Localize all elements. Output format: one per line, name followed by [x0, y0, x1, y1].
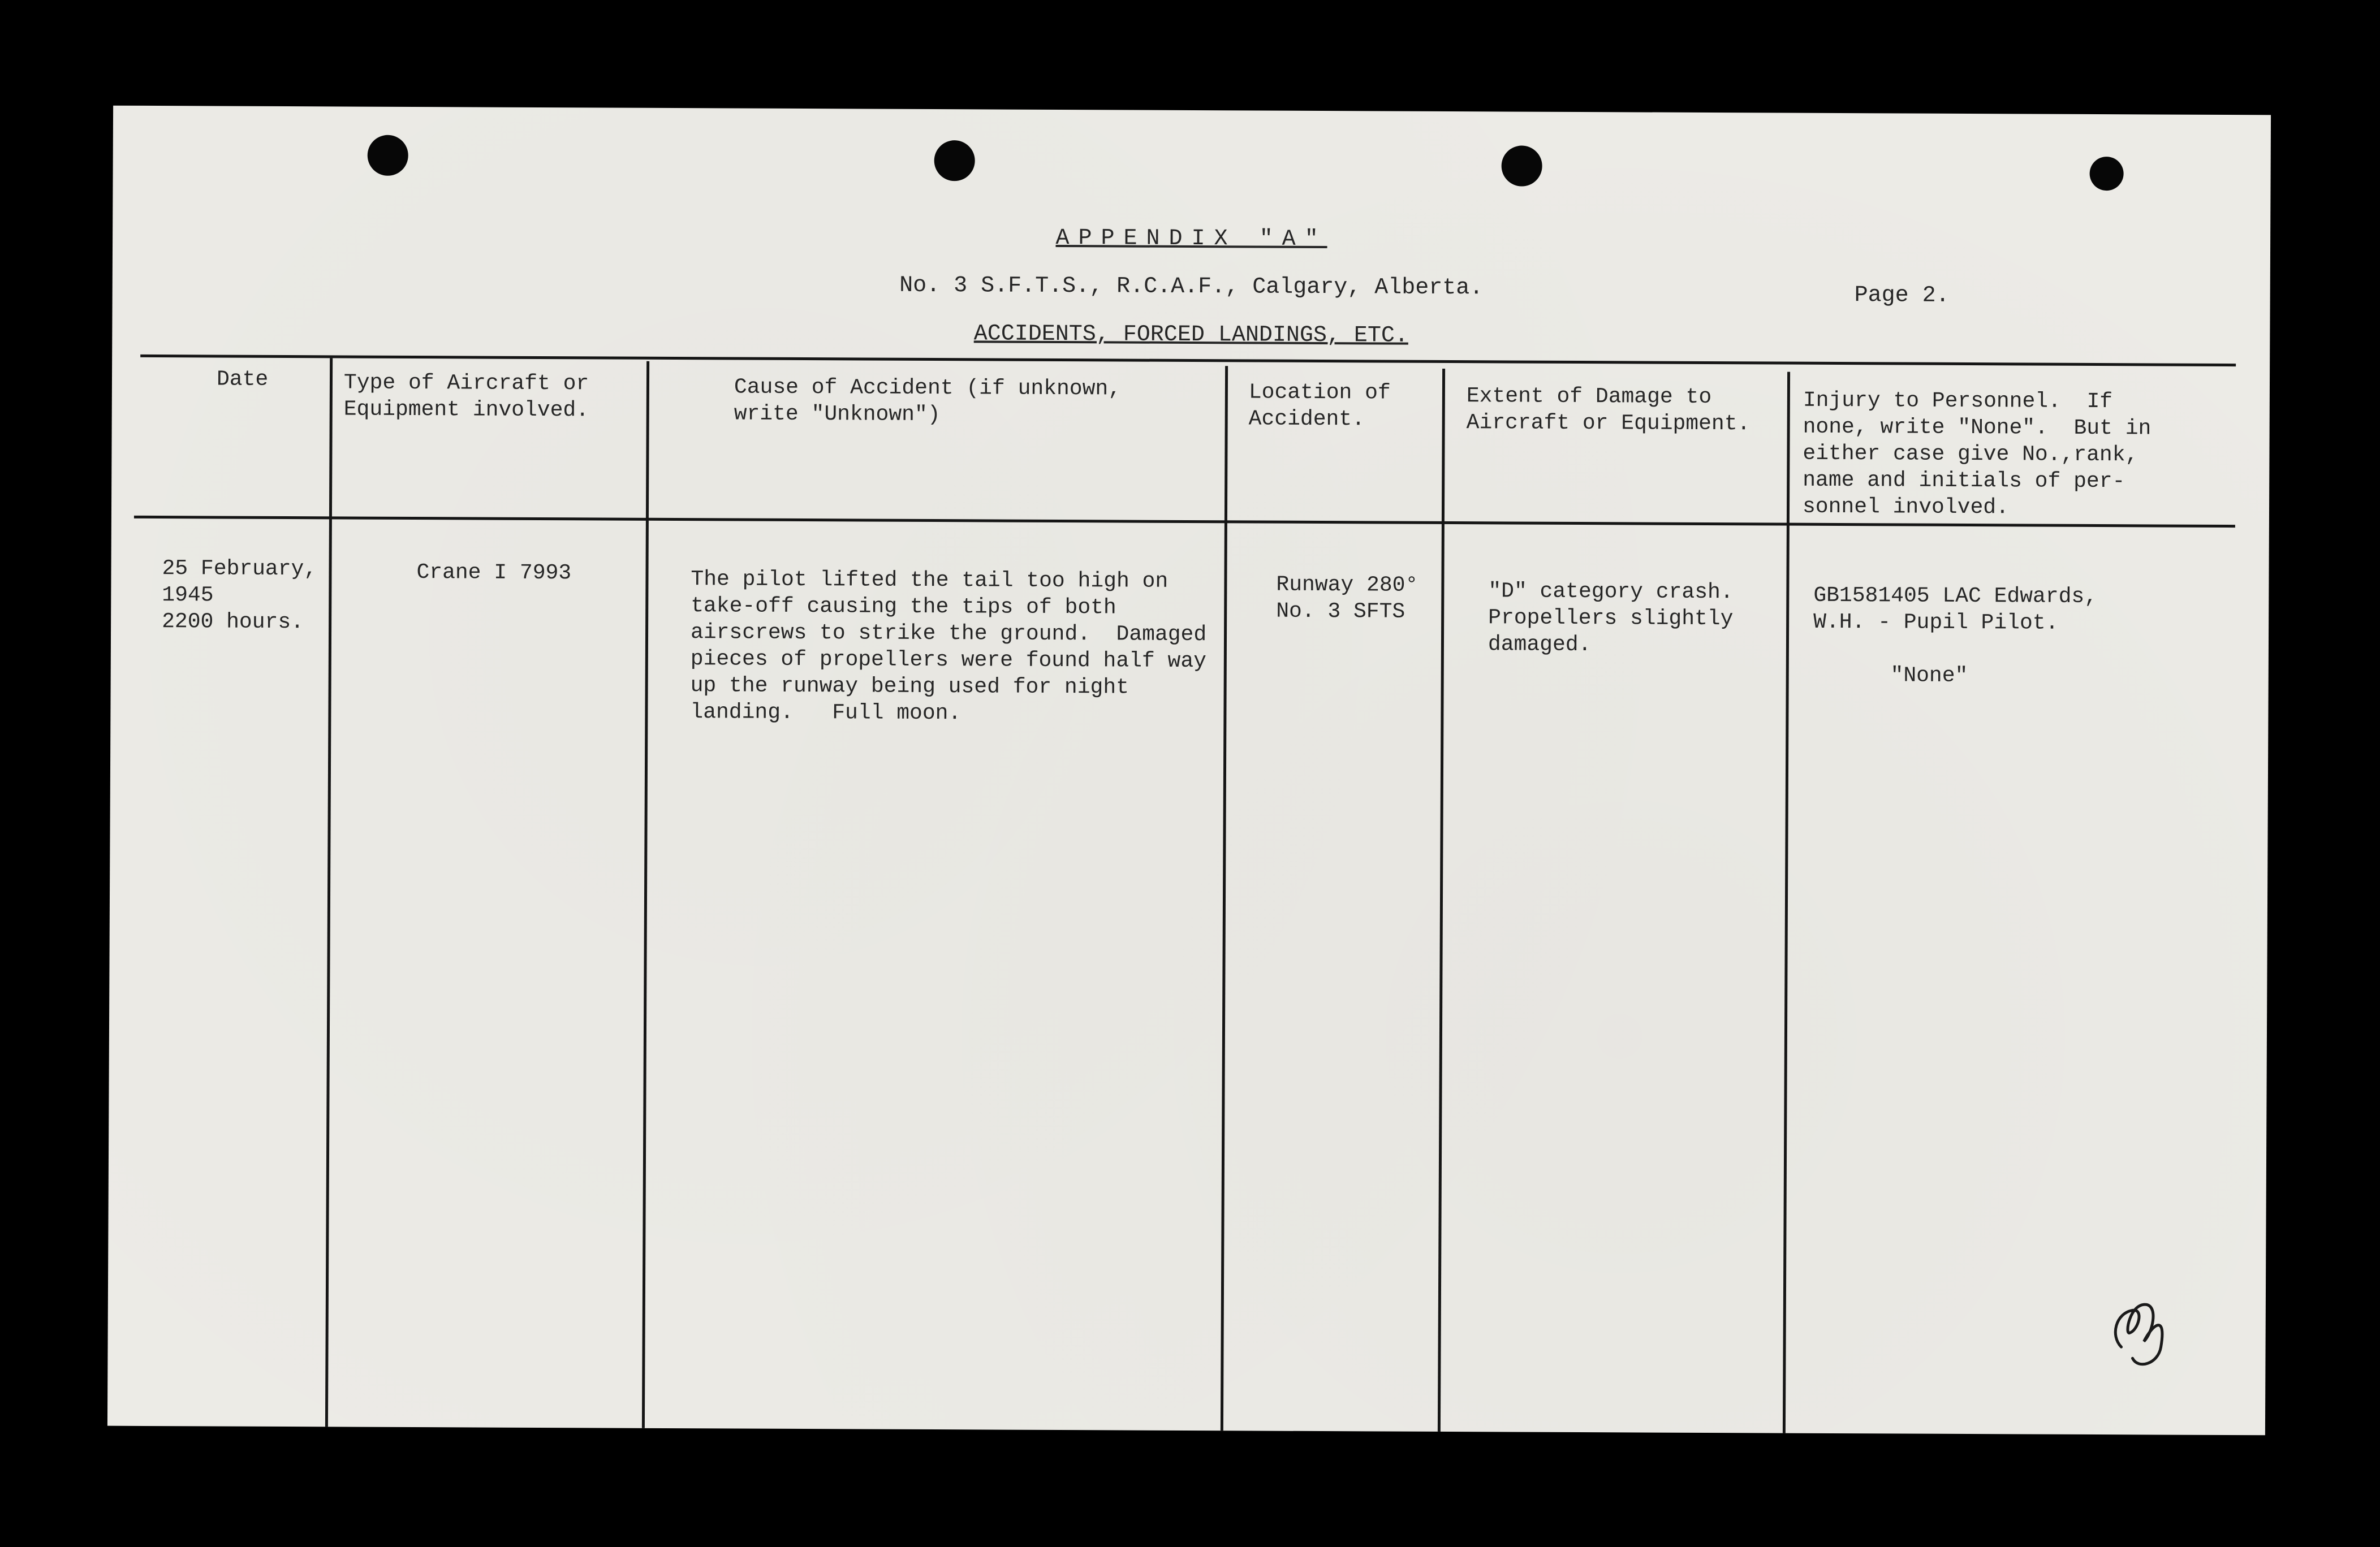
cell-aircraft: Crane I 7993	[416, 560, 572, 586]
punch-hole	[934, 140, 975, 181]
header-damage: Extent of Damage to Aircraft or Equipment.	[1466, 384, 1750, 437]
page-number: Page 2.	[1854, 283, 1950, 309]
header-injury: Injury to Personnel. If none, write "None". But in either case give No.,rank, name and initials of per- sonnel involved.	[1802, 388, 2152, 520]
header-aircraft-type: Type of Aircraft or Equipment involved.	[343, 370, 589, 423]
cell-location: Runway 280° No. 3 SFTS	[1276, 572, 1418, 624]
handwritten-initials	[2098, 1279, 2189, 1376]
document-page	[107, 106, 2271, 1436]
column-divider	[1438, 369, 1445, 1432]
punch-hole	[368, 135, 408, 176]
column-divider	[1783, 372, 1790, 1433]
header-date: Date	[216, 367, 269, 392]
table-top-rule	[140, 355, 2236, 366]
section-title: ACCIDENTS, FORCED LANDINGS, ETC.	[973, 321, 1409, 349]
column-divider	[1221, 366, 1228, 1431]
cell-injury: GB1581405 LAC Edwards, W.H. - Pupil Pilot. "None"	[1813, 583, 2098, 689]
punch-hole	[1502, 145, 1542, 186]
cell-cause: The pilot lifted the tail too high on take-off causing the tips of both airscrews to strike the ground. Damaged pieces of propellers were found half way up the runway being used for night landing. Full moon.	[690, 567, 1207, 726]
cell-date: 25 February, 1945 2200 hours.	[162, 556, 317, 635]
header-cause: Cause of Accident (if unknown, write "Unknown")	[734, 375, 1122, 427]
column-divider	[642, 361, 649, 1428]
header-location: Location of Accident.	[1248, 380, 1391, 432]
cell-damage: "D" category crash. Propellers slightly damaged.	[1488, 579, 1734, 658]
appendix-title: APPENDIX "A"	[1055, 225, 1327, 253]
punch-hole	[2089, 157, 2123, 191]
unit-subtitle: No. 3 S.F.T.S., R.C.A.F., Calgary, Alberta.	[899, 273, 1484, 301]
